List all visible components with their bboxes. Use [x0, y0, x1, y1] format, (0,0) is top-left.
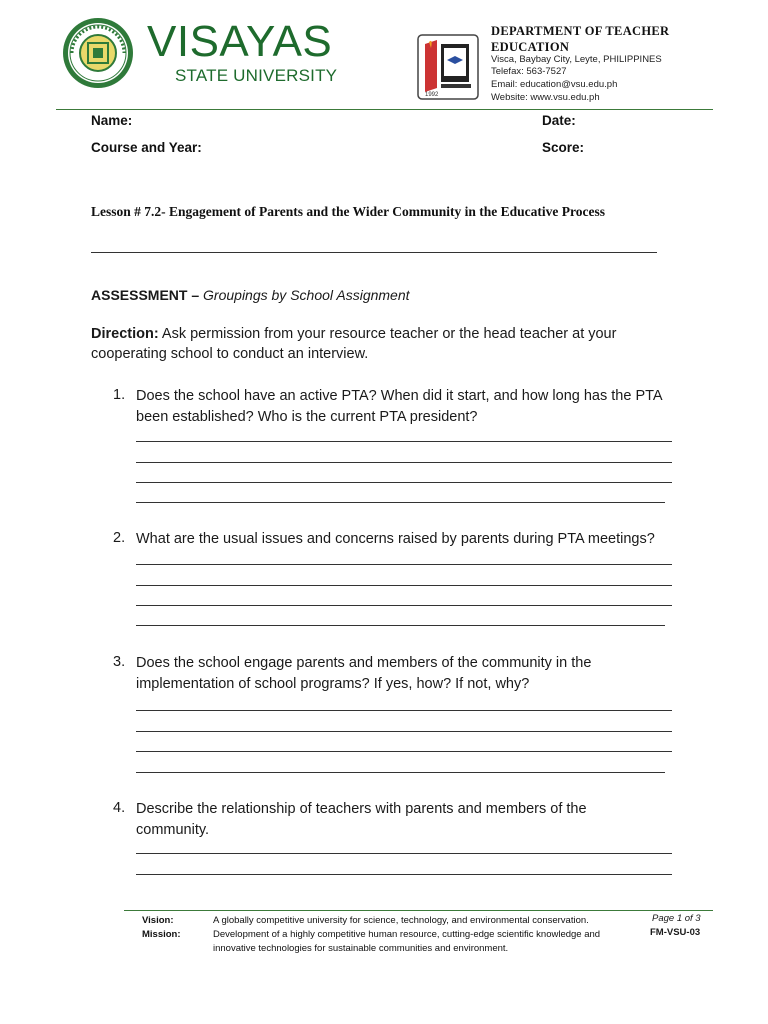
answer-line[interactable] [136, 853, 672, 854]
answer-line[interactable] [136, 605, 672, 606]
answer-line[interactable] [136, 625, 665, 626]
mission-label: Mission: [142, 929, 181, 940]
lesson-title: Lesson # 7.2- Engagement of Parents and the Wider Community in the Educative Process [91, 204, 606, 219]
assessment-label: ASSESSMENT – [91, 287, 200, 303]
mission-text: Development of a highly competitive human resource, cutting-edge scientific knowledge and innovative technologies for sustainable communities and environment. [213, 929, 601, 954]
department-email: Email: education@vsu.edu.ph [491, 79, 618, 90]
question-3-number: 3. [113, 654, 126, 670]
direction-label: Direction: [91, 326, 159, 342]
department-telefax: Telefax: 563-7527 [491, 66, 567, 77]
course-year-field-label: Course and Year: [91, 140, 202, 155]
answer-line[interactable] [136, 564, 672, 565]
question-1-number: 1. [113, 387, 126, 403]
direction-paragraph [91, 324, 661, 364]
assessment-subtitle: Groupings by School Assignment [203, 287, 410, 303]
department-logo [417, 34, 479, 100]
score-field-label: Score: [542, 140, 585, 155]
direction-text: Ask permission from your resource teacher or the head teacher at your cooperating school to conduct an interview. [91, 326, 617, 362]
department-website: Website: www.vsu.edu.ph [491, 92, 600, 103]
university-name: VISAYAS [147, 17, 333, 66]
lesson-rule [91, 252, 657, 253]
answer-line[interactable] [136, 462, 672, 463]
answer-line[interactable] [136, 585, 672, 586]
university-subtitle: STATE UNIVERSITY [175, 66, 338, 85]
question-4-number: 4. [113, 800, 126, 816]
name-field-label: Name: [91, 113, 133, 128]
answer-line[interactable] [136, 772, 665, 773]
question-2-number: 2. [113, 530, 126, 546]
question-2-text: What are the usual issues and concerns raised by parents during PTA meetings? [136, 531, 655, 547]
assessment-heading [91, 287, 410, 303]
question-4-text: Describe the relationship of teachers with parents and members of the community. [136, 801, 587, 838]
university-seal [62, 16, 134, 90]
question-1-text: Does the school have an active PTA? When did it start, and how long has the PTA been established? Who is the current PTA president? [136, 388, 662, 425]
answer-line[interactable] [136, 441, 672, 442]
question-3-text: Does the school engage parents and members of the community in the implementation of school programs? If yes, how? If not, why? [136, 655, 592, 692]
date-field-label: Date: [542, 113, 576, 128]
answer-line[interactable] [136, 874, 672, 875]
answer-line[interactable] [136, 731, 672, 732]
answer-line[interactable] [136, 710, 672, 711]
page-number: Page 1 of 3 [652, 913, 701, 924]
department-title: DEPARTMENT OF TEACHER EDUCATION [491, 24, 670, 54]
vision-label: Vision: [142, 915, 174, 926]
answer-line[interactable] [136, 751, 672, 752]
vision-text: A globally competitive university for science, technology, and environmental conservation. [213, 915, 589, 926]
answer-line[interactable] [136, 482, 672, 483]
answer-line[interactable] [136, 502, 665, 503]
header-divider [56, 109, 713, 110]
logo-year: 1992 [425, 92, 439, 98]
form-code: FM-VSU-03 [650, 927, 701, 938]
footer-divider [124, 910, 713, 911]
department-address: Visca, Baybay City, Leyte, PHILIPPINES [491, 54, 662, 65]
